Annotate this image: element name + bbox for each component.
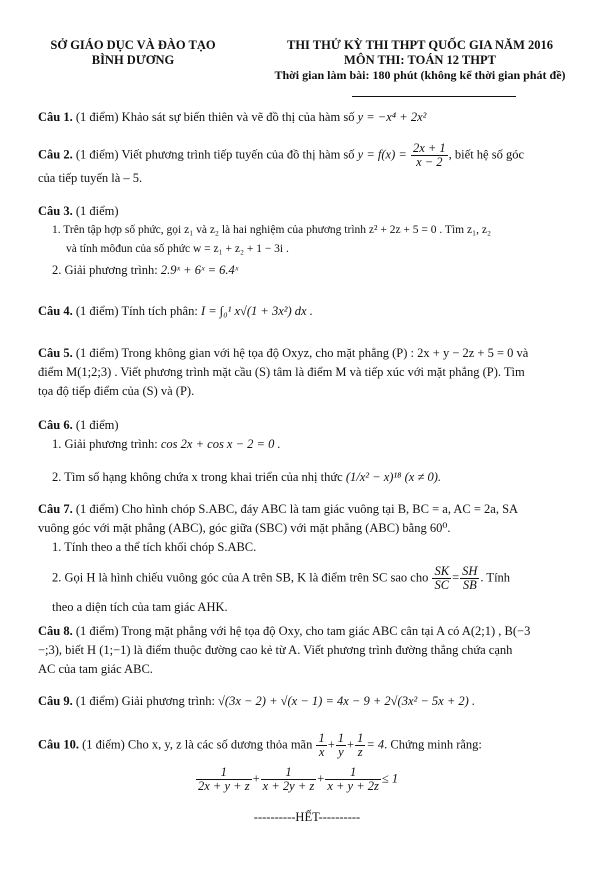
question-7: Câu 7. (1 điểm) Cho hình chóp S.ABC, đáy ABC là tam giác vuông tại B, BC = a, AC = 2a, SA vuông góc với mặt phẳng (ABC), góc giữa (SBC) với mặt phẳng (ABC) bằng 60⁰. 1. Tính theo a thể tích khối chóp S.ABC. 2. Gọi H là hình chiếu vuông góc của A trên SB, K là điểm trên SC sao cho $\frac{SK}{SC}$ = $\frac{SH}{SB}$ . Tính theo a diện tích của tam giác AHK. [38, 500, 586, 617]
exam-title: THI THỬ KỲ THI THPT QUỐC GIA NĂM 2016 [286, 38, 553, 52]
end-marker: ----------HẾT---------- [253, 810, 361, 824]
q7-line2: vuông góc với mặt phẳng (ABC), góc giữa (SBC) với mặt phẳng (ABC) bằng 60⁰. [38, 521, 451, 535]
q2-label: Câu 2. [38, 147, 73, 162]
q6-points: (1 điểm) [75, 418, 119, 432]
q3-label: Câu 3. [38, 204, 73, 218]
q5-line2: điểm M(1;2;3) . Viết phương trình mặt cầu (S) tâm là điểm M và tiếp xúc với mặt phẳng (P). Tìm [38, 365, 525, 379]
q3-part2: 2. Giải phương trình: [52, 263, 158, 277]
q8-line2: −;3), biết H (1;−1) là điểm thuộc đường cao kẻ từ A. Viết phương trình đường thẳng chứa cạnh [38, 643, 513, 657]
duration: Thời gian làm bài: 180 phút (không kể thời gian phát đề) [274, 68, 566, 82]
q6-part1-math: cos 2x + cos x − 2 = 0 . [160, 437, 281, 451]
q2-math: y = f(x) = [357, 147, 407, 162]
q5-line1: (1 điểm) Trong không gian với hệ tọa độ Oxyz, cho mặt phẳng (P) : 2x + y − 2z + 5 = 0 và [75, 346, 529, 360]
q6-part2-math: (1/x² − x)¹⁸ (x ≠ 0). [345, 470, 441, 484]
q10-text: (1 điểm) Cho x, y, z là các số dương thỏa mãn [82, 737, 313, 752]
q1-math: y = −x⁴ + 2x² [357, 110, 427, 124]
q7-part2-tail: . Tính [480, 570, 511, 585]
question-1 [38, 108, 586, 127]
q2-fraction [411, 142, 448, 169]
q4-label: Câu 4. [38, 304, 73, 318]
subject: MÔN THI: TOÁN 12 THPT [344, 53, 496, 67]
q3-points: (1 điểm) [75, 204, 119, 218]
q7-frac-sk-sc: $\frac{SK}{SC}$ [434, 564, 450, 592]
q8-label: Câu 8. [38, 624, 73, 638]
q4-text: (1 điểm) Tính tích phân: [75, 304, 198, 318]
q7-frac-sh-sb: $\frac{SH}{SB}$ [462, 564, 478, 592]
q9-math: √(3x − 2) + √(x − 1) = 4x − 9 + 2√(3x² − 5x + 2) . [218, 694, 476, 708]
header-left [18, 38, 248, 68]
q8-line1: (1 điểm) Trong mặt phẳng với hệ tọa độ Oxy, cho tam giác ABC cân tại A có A(2;1) , B(−3 [75, 624, 531, 638]
q7-part2-line1: 2. Gọi H là hình chiếu vuông góc của A trên SB, K là điểm trên SC sao cho [52, 570, 429, 585]
q10-inequality: $\frac{1}{2x + y + z}$ + $\frac{1}{x + 2y + z}$ + $\frac{1}{x + y + 2z}$ ≤ 1 [198, 765, 399, 793]
q4-math: I = ∫₀¹ x√(1 + 3x²) dx . [200, 304, 313, 318]
q2-text3: của tiếp tuyến là – 5. [38, 171, 143, 185]
q10-text2: . Chứng minh rằng: [384, 737, 482, 752]
q2-den: x − 2 [416, 155, 443, 169]
q7-part2-line2: theo a diện tích của tam giác AHK. [52, 600, 228, 614]
header-right [250, 38, 590, 83]
q5-line3: tọa độ tiếp điểm của (S) và (P). [38, 384, 195, 398]
question-5 [38, 344, 586, 401]
q10-label: Câu 10. [38, 737, 79, 752]
q6-part2: 2. Tìm số hạng không chứa x trong khai triển của nhị thức [52, 470, 343, 484]
q6-part1: 1. Giải phương trình: [52, 437, 158, 451]
q7-line1: (1 điểm) Cho hình chóp S.ABC, đáy ABC là tam giác vuông tại B, BC = a, AC = 2a, SA [75, 502, 519, 516]
q7-label: Câu 7. [38, 502, 73, 516]
q3-part1-line1: 1. Trên tập hợp số phức, gọi z₁ và z₂ là hai nghiệm của phương trình z² + 2z + 5 = 0 . Tìm z₁, z₂ [52, 224, 491, 236]
department: SỞ GIÁO DỤC VÀ ĐÀO TẠO [50, 38, 216, 52]
q2-num: 2x + 1 [412, 141, 446, 155]
question-10: Câu 10. (1 điểm) Cho x, y, z là các số dương thỏa mãn $\frac{1}{x}$ + $\frac{1}{y}$ + $\frac{1}{z}$ = 4. Chứng minh rằng: [38, 731, 482, 759]
q10-frac-z: $\frac{1}{z}$ [357, 731, 364, 759]
q9-label: Câu 9. [38, 694, 73, 708]
q1-text: (1 điểm) Khảo sát sự biến thiên và vẽ đồ thị của hàm số [75, 110, 355, 124]
q7-part1: 1. Tính theo a thể tích khối chóp S.ABC. [52, 540, 257, 554]
q8-line3: AC của tam giác ABC. [38, 662, 153, 676]
question-3 [38, 202, 586, 280]
question-6 [38, 416, 586, 487]
q9-text: (1 điểm) Giải phương trình: [75, 694, 215, 708]
question-2 [38, 142, 586, 188]
q10-frac-y: $\frac{1}{y}$ [337, 731, 345, 759]
q3-part1-line2: và tính môđun của số phức w = z₁ + z₂ + 1 − 3i . [66, 243, 289, 255]
question-4 [38, 302, 586, 321]
q2-text2: , biết hệ số góc [448, 147, 525, 162]
q2-text: (1 điểm) Viết phương trình tiếp tuyến của đồ thị hàm số [75, 147, 355, 162]
question-9 [38, 692, 586, 711]
header-rule [352, 96, 516, 97]
q10-frac-x: $\frac{1}{x}$ [318, 731, 325, 759]
province: BÌNH DƯƠNG [91, 53, 175, 67]
q1-label: Câu 1. [38, 110, 73, 124]
q3-part2-math: 2.9ˣ + 6ˣ = 6.4ˣ [160, 263, 239, 277]
q6-label: Câu 6. [38, 418, 73, 432]
q5-label: Câu 5. [38, 346, 73, 360]
question-8 [38, 622, 586, 679]
